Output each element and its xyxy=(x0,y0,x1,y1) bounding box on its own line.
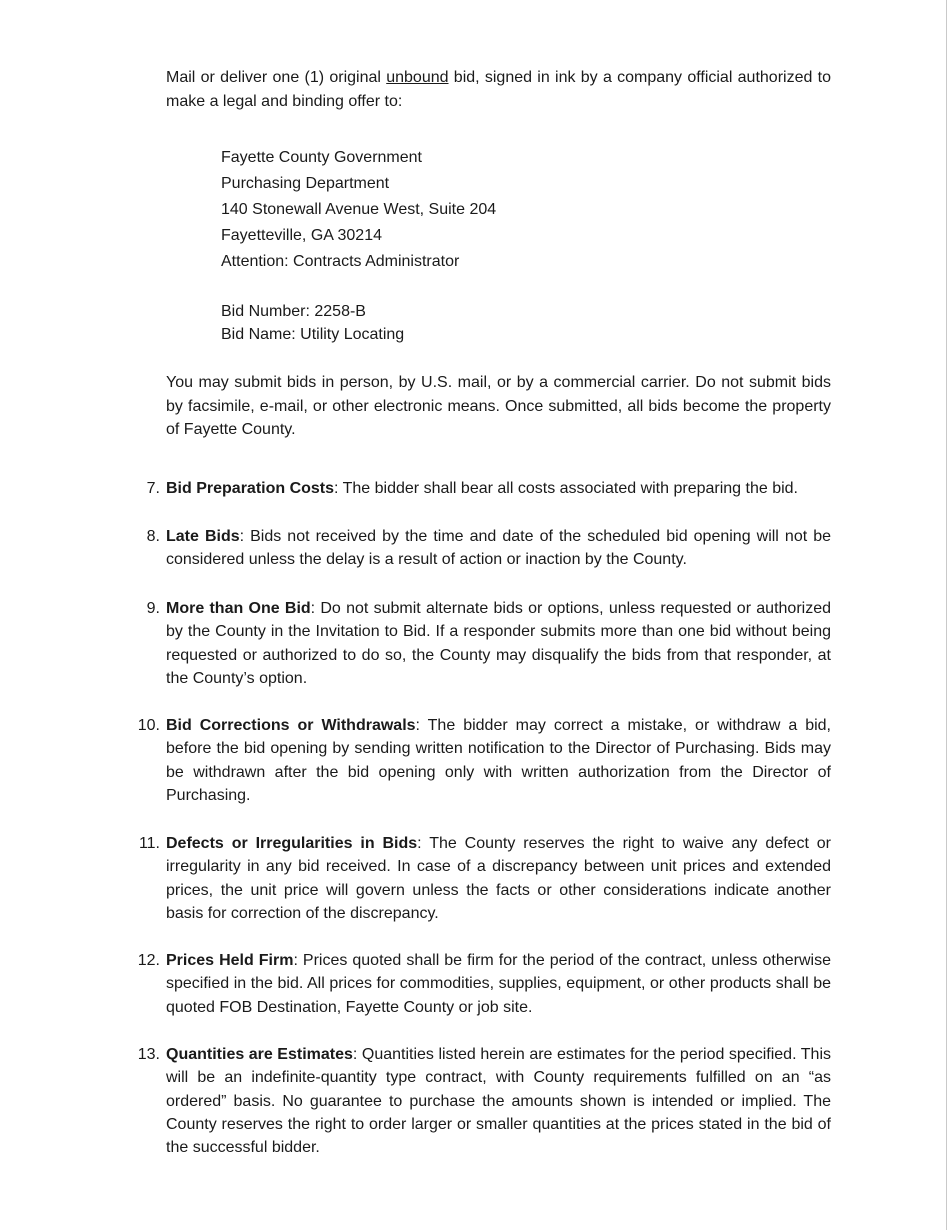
item-text: : Quantities listed herein are estimates for the period specified. This will be an indefinite-quantity type contract, with County requirements fulfilled on an “as ordered” basis. No guarantee to purchase the amounts shown is intended or implied. The County reserves the right to order larger or smaller quantities at the prices stated in the bid of the successful bidder. xyxy=(166,1046,831,1157)
bid-number: Bid Number: 2258-B xyxy=(221,303,366,320)
item-title: More than One Bid xyxy=(166,600,311,617)
item-number: 13. xyxy=(137,1046,160,1063)
intro-text: Mail or deliver one (1) original xyxy=(166,69,387,86)
address-line-city: Fayetteville, GA 30214 xyxy=(221,227,382,244)
delivery-instructions xyxy=(166,66,831,113)
address-line-organization: Fayette County Government xyxy=(221,149,422,166)
item-number: 12. xyxy=(137,952,160,969)
item-text: : Bids not received by the time and date of the scheduled bid opening will not be considered unless the delay is a result of action or inaction by the County. xyxy=(166,528,832,569)
list-item xyxy=(130,714,831,807)
item-title: Bid Preparation Costs xyxy=(166,480,335,497)
item-number: 7. xyxy=(146,480,160,497)
address-line-department: Purchasing Department xyxy=(221,175,390,192)
address-line-attention: Attention: Contracts Administrator xyxy=(221,253,460,270)
item-number: 8. xyxy=(146,528,160,545)
list-item xyxy=(130,832,831,925)
bid-info xyxy=(221,300,404,346)
page-edge-line xyxy=(946,0,947,1230)
list-item xyxy=(130,1043,831,1159)
item-title: Prices Held Firm xyxy=(166,952,294,969)
address-line-street: 140 Stonewall Avenue West, Suite 204 xyxy=(221,201,497,218)
item-title: Defects or Irregularities in Bids xyxy=(166,835,418,852)
intro-text-continued: bid, signed in ink by a company official authorized to make a legal and binding offer to: xyxy=(166,69,832,110)
item-title: Bid Corrections or Withdrawals xyxy=(166,717,416,734)
list-item xyxy=(130,949,831,1019)
item-text: : Do not submit alternate bids or options, unless requested or authorized by the County in the Invitation to Bid. If a responder submits more than one bid without being requested or authorized to do so, the County may disqualify the bids from that responder, at the County’s option. xyxy=(166,600,832,687)
mailing-address xyxy=(221,145,496,275)
item-title: Late Bids xyxy=(166,528,240,545)
item-title: Quantities are Estimates xyxy=(166,1046,353,1063)
item-number: 10. xyxy=(137,717,160,734)
item-text: : The bidder may correct a mistake, or withdraw a bid, before the bid opening by sending written notification to the Director of Purchasing. Bids may be withdrawn after the bid opening only with written authorization from the Director of Purchasing. xyxy=(166,717,831,804)
list-item xyxy=(130,525,831,572)
unbound-underlined: unbound xyxy=(386,69,449,86)
item-number: 11. xyxy=(138,835,160,852)
list-item xyxy=(130,597,831,690)
bid-name: Bid Name: Utility Locating xyxy=(221,326,405,343)
list-item xyxy=(130,477,831,500)
item-number: 9. xyxy=(146,600,160,617)
item-text: : The bidder shall bear all costs associated with preparing the bid. xyxy=(334,480,798,497)
submission-note: You may submit bids in person, by U.S. mail, or by a commercial carrier. Do not submit bids by facsimile, e-mail, or other electronic means. Once submitted, all bids become the property of Fayette County. xyxy=(166,374,831,438)
item-text: : The County reserves the right to waive any defect or irregularity in any bid received. In case of a discrepancy between unit prices and extended prices, the unit price will govern unless the facts or other considerations indicate another basis for correction of the discrepancy. xyxy=(166,835,832,922)
item-text: : Prices quoted shall be firm for the period of the contract, unless otherwise specified in the bid. All prices for commodities, supplies, equipment, or other products shall be quoted FOB Destination, Fayette County or job site. xyxy=(166,952,831,1016)
